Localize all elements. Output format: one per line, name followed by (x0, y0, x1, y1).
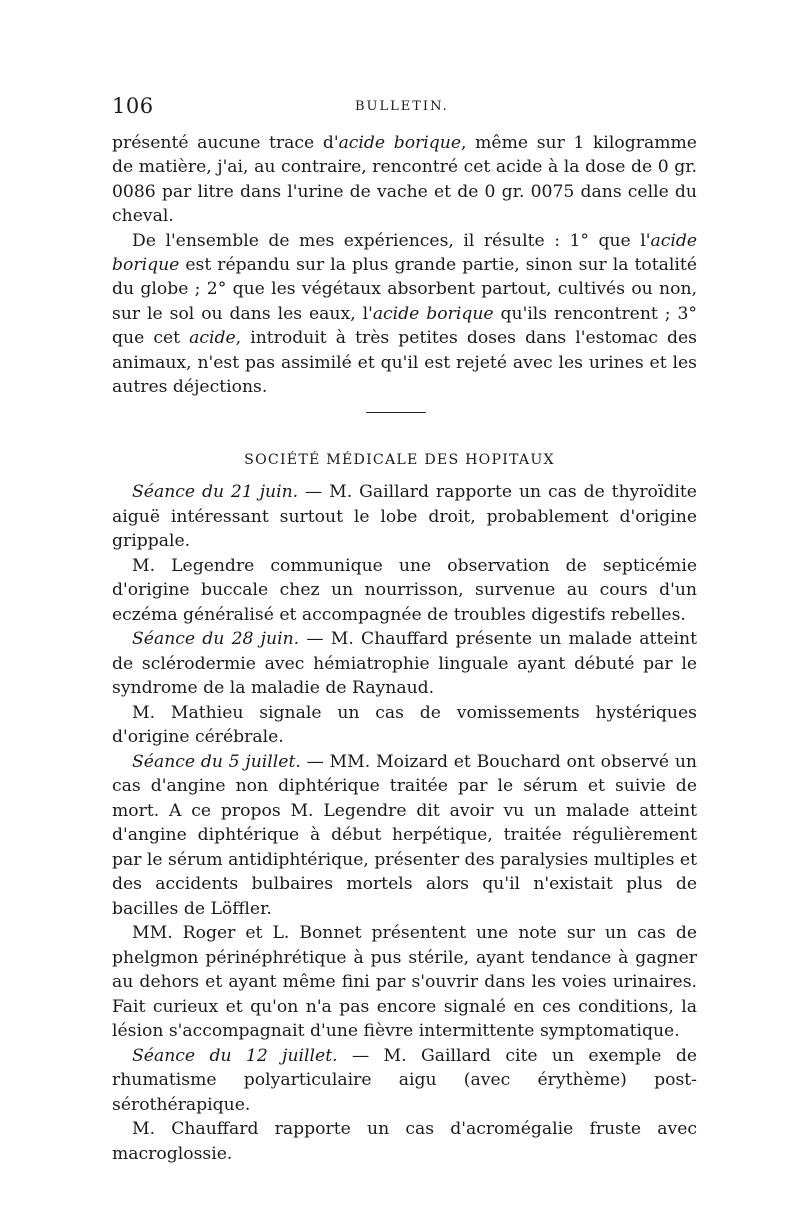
session-entry: Séance du 5 juillet. — MM. Moizard et Bouchard ont observé un cas d'angine non diphtérique traitée par le sérum et suivie de mort. A ce propos M. Legendre dit avoir vu un malade atteint d'angine diphtérique à début herpétique, traitée régulièrement par le sérum antidiphtérique, présenter des paralysies multiples et des accidents bulbaires mortels alors qu'il n'existait plus de bacilles de Löffler. (112, 751, 698, 919)
paragraph: présenté aucune trace d'acide borique, même sur 1 kilogramme de matière, j'ai, au contraire, rencontré cet acide à la dose de 0 gr. 0086 par litre dans l'urine de vache et de 0 gr. 0075 dans celle du cheval. (112, 133, 697, 227)
session-entry: MM. Roger et L. Bonnet présentent une note sur un cas de phelgmon périnéphrétique à pus stérile, ayant tendance à gagner au dehors et ayant même fini par s'ouvrir dans les voies urinaires. Fait curieux et qu'on n'a pas encore signalé en ces conditions, la lésion s'accompagnait d'une fièvre intermittente symptomatique. (112, 923, 697, 1041)
session-entry: Séance du 28 juin. — M. Chauffard présente un malade atteint de sclérodermie avec hémiatrophie linguale ayant débuté par le syndrome de la maladie de Raynaud. (112, 629, 697, 698)
session-entry: Séance du 12 juillet. — M. Gaillard cite un exemple de rhumatisme polyarticulaire aigu (avec érythème) post-sérothérapique. (112, 1045, 697, 1115)
page-number: 106 (112, 94, 154, 118)
section-title: SOCIÉTÉ MÉDICALE DES HOPITAUX (244, 452, 555, 468)
section-body (112, 480, 697, 1166)
continuation-text (112, 131, 697, 399)
running-title: BULLETIN. (355, 99, 449, 114)
session-entry: M. Legendre communique une observation de septicémie d'origine buccale chez un nourrisson, survenue au cours d'un eczéma généralisé et accompagnée de troubles digestifs rebelles. (112, 555, 697, 625)
paragraph: De l'ensemble de mes expériences, il résulte : 1° que l'acide borique est répandu sur la plus grande partie, sinon sur la totalité du globe ; 2° que les végétaux absorbent partout, cultivés ou non, sur le sol ou dans les eaux, l'acide borique qu'ils rencontrent ; 3° que cet acide, introduit à très petites doses dans l'estomac des animaux, n'est pas assimilé et qu'il est rejeté avec les urines et les autres déjections. (112, 230, 698, 398)
session-entry: M. Chauffard rapporte un cas d'acromégalie fruste avec macroglossie. (112, 1119, 697, 1164)
page-header (112, 94, 697, 122)
session-entry: Séance du 21 juin. — M. Gaillard rapporte un cas de thyroïdite aiguë intéressant surtout le lobe droit, probablement d'origine grippale. (112, 482, 697, 551)
session-entry: M. Mathieu signale un cas de vomissements hystériques d'origine cérébrale. (112, 702, 697, 747)
section-divider (366, 412, 426, 413)
